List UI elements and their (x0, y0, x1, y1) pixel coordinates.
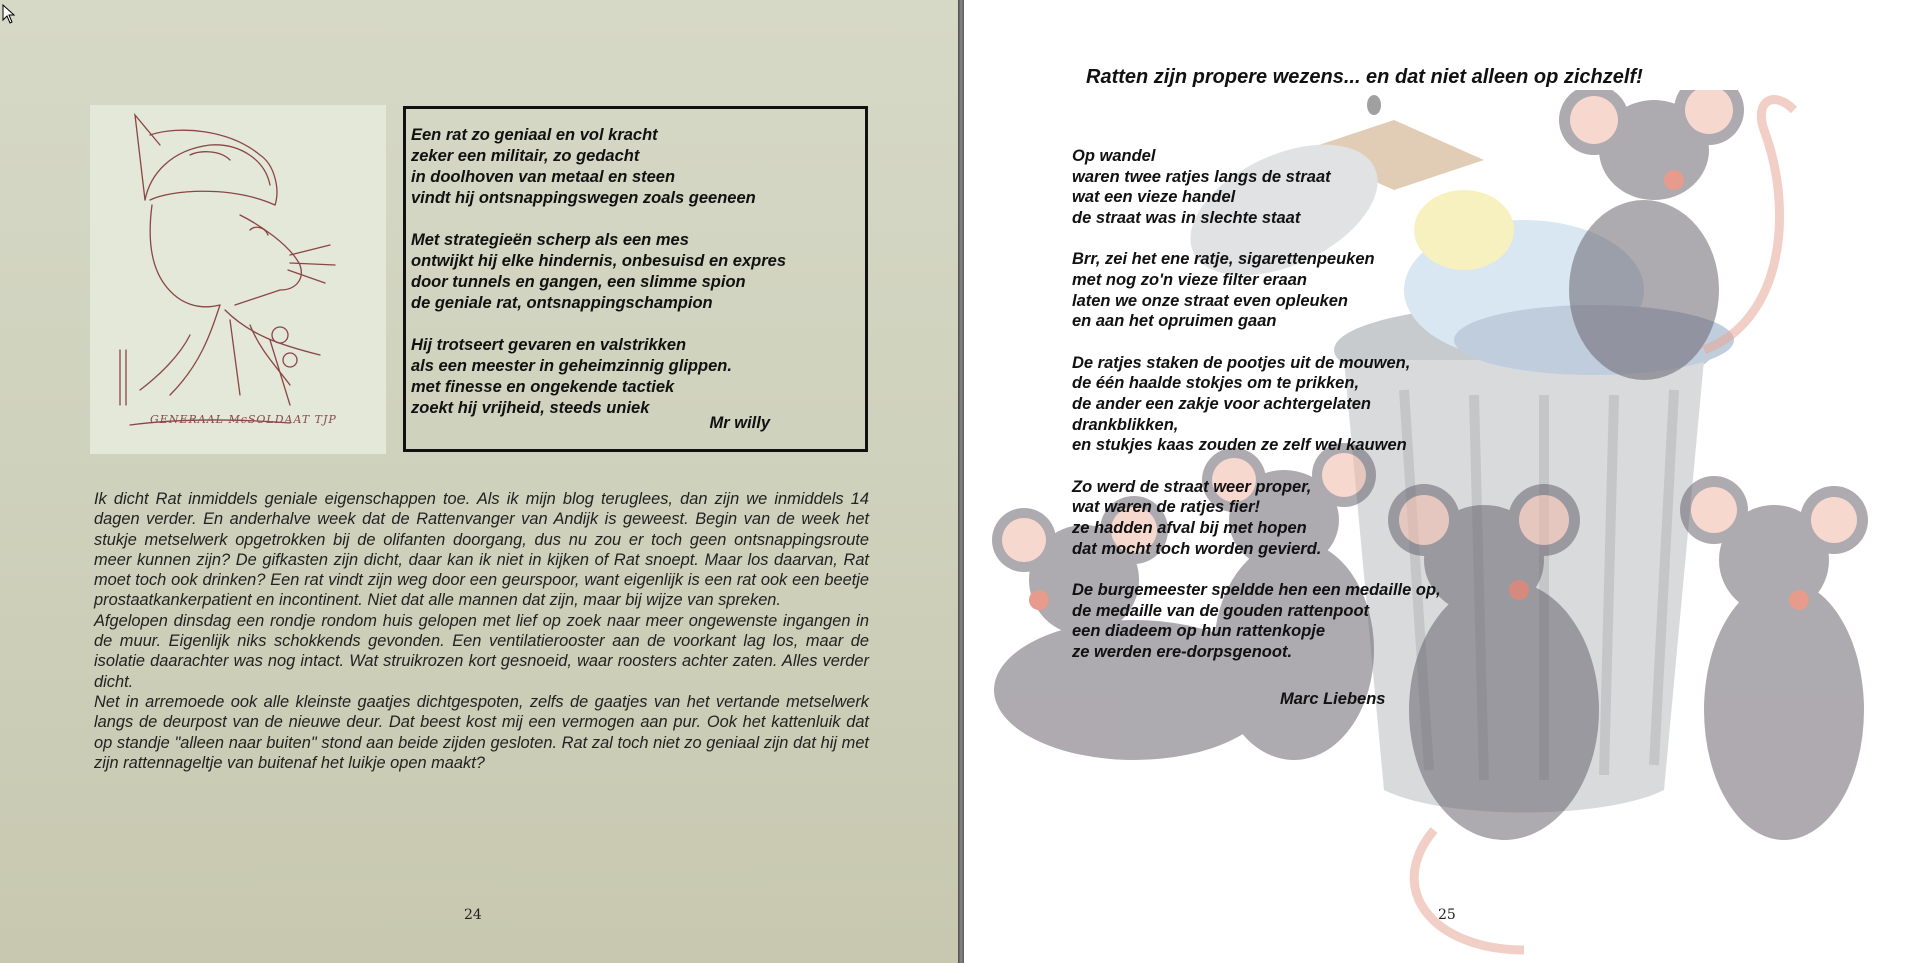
poem-line: door tunnels en gangen, een slimme spion (411, 273, 746, 291)
poem-stanza (1072, 249, 1441, 331)
poem-line: ontwijkt hij elke hindernis, onbesuisd en expres (411, 252, 787, 270)
poem-line: Op wandel (1072, 147, 1156, 165)
poem-line: in doolhoven van metaal en steen (411, 168, 676, 186)
poem-line: de medaille van de gouden rattenpoot (1072, 601, 1370, 620)
poem-stanza (411, 125, 865, 209)
right-poem (1072, 146, 1441, 683)
poem-line: en stukjes kaas zouden ze zelf wel kauwen (1072, 436, 1407, 455)
poem-line: en aan het opruimen gaan (1072, 312, 1277, 331)
poem-line: zoekt hij vrijheid, steeds uniek (411, 399, 650, 417)
poem-line: waren twee ratjes langs de straat (1072, 167, 1331, 186)
poem-line: vindt hij ontsnappingswegen zoals geeneen (411, 189, 756, 207)
poem-stanza (1072, 580, 1441, 662)
poem-line: Een rat zo geniaal en vol kracht (411, 126, 658, 144)
prose-paragraph: Afgelopen dinsdag een rondje rondom huis gelopen met lief op zoek naar meer ongewenste ingangen in de muur. Eigenlijk niks schokkends gevonden. Een ventilatierooster aan de voorkant lag los, maar de isolatie daarachter was nog intact. Wat struikrozen kort gesnoeid, waar roosters achter zaten. Alles verder dicht. (94, 611, 869, 691)
poem-line: drankblikken, (1072, 415, 1179, 434)
rat-top-right (1559, 90, 1794, 380)
poem-stanza (1072, 353, 1441, 456)
poem-line: dat mocht toch worden gevierd. (1072, 539, 1322, 558)
poem-line: laten we onze straat even opleuken (1072, 291, 1349, 310)
poem-line: wat een vieze handel (1072, 188, 1236, 207)
poem-line: ze hadden afval bij met hopen (1072, 518, 1307, 537)
left-poem (411, 125, 865, 419)
page-number-left: 24 (464, 907, 482, 923)
poem-line: de straat was in slechte staat (1072, 208, 1301, 227)
poem-line: met nog zo'n vieze filter eraan (1072, 270, 1307, 289)
poem-stanza (1072, 146, 1441, 228)
rat-far-right (1680, 476, 1868, 840)
poem-line: met finesse en ongekende tactiek (411, 378, 675, 396)
poem-line: wat waren de ratjes fier! (1072, 498, 1260, 517)
right-poem-author: Marc Liebens (1280, 690, 1386, 708)
poem-line: de één haalde stokjes om te prikken, (1072, 374, 1360, 393)
poem-stanza (411, 230, 865, 314)
left-page (0, 0, 958, 963)
prose-paragraph: Ik dicht Rat inmiddels geniale eigenschappen toe. Als ik mijn blog teruglees, dan zijn we inmiddels 14 dagen verder. En anderhalve week dat de Rattenvanger van Andijk is geweest. Begin van de week het stukje metselwerk opgetrokken bij de olifanten doorgang, dus nu zou er toch geen ontsnappingsroute meer kunnen zijn? De gifkasten zijn dicht, daar kan ik niet in kijken of Rat snoept. Maar los daarvan, Rat moet toch ook drinken? Een rat vindt zijn weg door een geurspoor, want eigenlijk is een rat ook een beetje prostaatkankerpatient en incontinent. Niet dat alle mannen dat zijn, maar bij wijze van spreken. (94, 490, 869, 610)
page-number-right: 25 (1438, 907, 1456, 923)
poem-line: Zo werd de straat weer proper, (1072, 477, 1312, 496)
sketch-signature: GENERAAL McSOLDAAT TJP (150, 413, 337, 426)
blog-prose (94, 489, 869, 773)
poem-line: De burgemeester speldde hen een medaille op, (1072, 581, 1441, 600)
poem-line: een diadeem op hun rattenkopje (1072, 622, 1326, 641)
poem-line: zeker een militair, zo gedacht (411, 147, 640, 165)
poem-line: Met strategieën scherp als een mes (411, 231, 689, 249)
left-poem-box (403, 106, 868, 452)
rat-sketch-drawing (90, 105, 386, 454)
poem-line: ze werden ere-dorpsgenoot. (1072, 642, 1293, 661)
poem-stanza (411, 335, 865, 419)
mouse-cursor-icon (2, 4, 16, 24)
poem-line: de geniale rat, ontsnappingschampion (411, 294, 713, 312)
right-page (964, 0, 1919, 963)
poem-line: als een meester in geheimzinnig glippen. (411, 357, 732, 375)
poem-line: Brr, zei het ene ratje, sigarettenpeuken (1072, 250, 1375, 269)
soldier-rat-sketch (90, 105, 386, 454)
right-page-title: Ratten zijn propere wezens... en dat niet alleen op zichzelf! (1086, 66, 1643, 88)
poem-stanza (1072, 477, 1441, 559)
poem-line: de ander een zakje voor achtergelaten (1072, 394, 1371, 413)
poem-line: Hij trotseert gevaren en valstrikken (411, 336, 687, 354)
left-poem-author: Mr willy (709, 414, 770, 432)
prose-paragraph: Net in arremoede ook alle kleinste gaatjes dichtgespoten, zelfs de gaatjes van het vertande metselwerk langs de deurpost van de nieuwe deur. Dat beest kost mij een vermogen aan pur. Ook het kattenluik dat op standje "alleen naar buiten" stond aan beide zijden gesloten. Rat zal toch niet zo geniaal zijn dat hij met zijn rattennageltje van buitenaf het luikje open maakt? (94, 692, 869, 772)
poem-line: De ratjes staken de pootjes uit de mouwen, (1072, 353, 1411, 372)
